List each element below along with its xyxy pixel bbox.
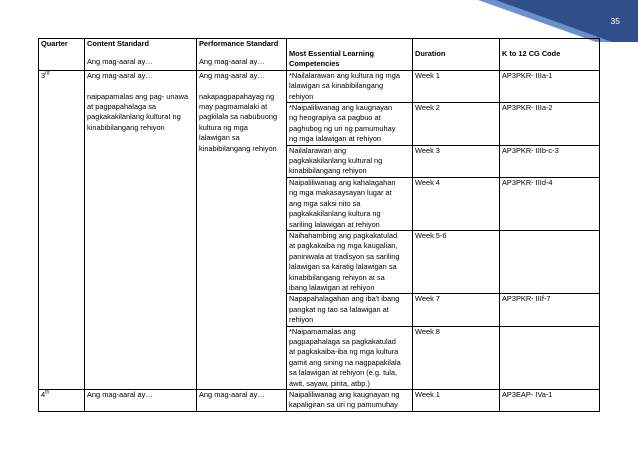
- page-number: 35: [610, 16, 620, 26]
- table-row: [39, 390, 600, 412]
- duration-cell: Week 5-6: [413, 230, 500, 293]
- curriculum-table: [38, 38, 600, 412]
- performance-standard-q3: Ang mag-aaral ay… nakapagpapahayag ng may pagmamalaki at pagkilala sa nabubuong kultura ng mga lalawigan sa kinabibilangang rehiyon: [197, 70, 287, 389]
- code-cell: AP3PKR- IIId-4: [500, 177, 600, 230]
- duration-cell: Week 3: [413, 145, 500, 177]
- mel-cell: *Naipaliliwanag ang kaugnayan ng heograpiya sa pagbuo at paghubog ng uri ng pamumuhay ng mga lalawigan at rehiyon: [287, 103, 413, 146]
- mel-cell: *Nailalarawan ang kultura ng mga lalawigan sa kinabibilangang rehiyon: [287, 70, 413, 102]
- header-performance-standard-sub: Ang mag-aaral ay…: [199, 57, 265, 67]
- code-cell: AP3PKR- IIIa-2: [500, 103, 600, 146]
- code-cell: AP3PKR- IIIb-c-3: [500, 145, 600, 177]
- duration-cell: Week 7: [413, 294, 500, 326]
- header-performance-standard: Performance Standard Ang mag-aaral ay…: [197, 39, 287, 71]
- duration-cell: Week 8: [413, 326, 500, 389]
- header-duration: Duration: [413, 39, 500, 71]
- table-row: [39, 70, 600, 102]
- header-quarter: Quarter: [39, 39, 85, 71]
- header-mel-competencies: Most Essential Learning Competencies: [287, 39, 413, 71]
- code-cell: [500, 326, 600, 389]
- mel-cell: *Naipamamalas ang pagpapahalaga sa pagkakatulad at pagkakaiba-iba ng mga kultura gamit ang sining na nagpapakilala sa lalawigan at rehiyon (e.g. tula, awit, sayaw, pinta, atbp.): [287, 326, 413, 389]
- mel-cell: Naipaliliwanag ang kahalagahan ng mga makasaysayan lugar at ang mga saksi nito sa pagkakakilanlang kultura ng sariling lalawigan at rehiyon: [287, 177, 413, 230]
- code-cell: AP3EAP- IVa-1: [500, 390, 600, 412]
- quarter-cell-q3: 3rd: [39, 70, 85, 389]
- header-cg-code: K to 12 CG Code: [500, 39, 600, 71]
- content-standard-q4: Ang mag-aaral ay…: [85, 390, 197, 412]
- mel-cell: Naipaliliwanag ang kaugnayan ng kapaligiran sa uri ng pamumuhay: [287, 390, 413, 412]
- header-content-standard: Content Standard Ang mag-aaral ay…: [85, 39, 197, 71]
- quarter-cell-q4: 4th: [39, 390, 85, 412]
- code-cell: AP3PKR- IIIf-7: [500, 294, 600, 326]
- mel-cell: Naihahambing ang pagkakatulad at pagkakaiba ng mga kaugalian, paniniwala at tradisyon sa sariling lalawigan sa karatig lalawigan sa kinabibilangang rehiyon at sa ibang lalawigan at rehiyon: [287, 230, 413, 293]
- header-row: [39, 39, 600, 71]
- duration-cell: Week 4: [413, 177, 500, 230]
- code-cell: [500, 230, 600, 293]
- code-cell: AP3PKR- IIIa-1: [500, 70, 600, 102]
- mel-cell: Napapahalagahan ang iba't ibang pangkat ng tao sa lalawigan at rehiyon: [287, 294, 413, 326]
- performance-standard-q4: Ang mag-aaral ay…: [197, 390, 287, 412]
- content-standard-q3: Ang mag-aaral ay… naipapamalas ang pag- unawa at pagpapahalaga sa pagkakakilanlang kulturaI ng kinabibilangang rehiyon: [85, 70, 197, 389]
- duration-cell: Week 2: [413, 103, 500, 146]
- duration-cell: Week 1: [413, 390, 500, 412]
- header-content-standard-sub: Ang mag-aaral ay…: [87, 57, 153, 67]
- duration-cell: Week 1: [413, 70, 500, 102]
- mel-cell: Nailalarawan ang pagkakakilanlang kultural ng kinabibilangang rehiyon: [287, 145, 413, 177]
